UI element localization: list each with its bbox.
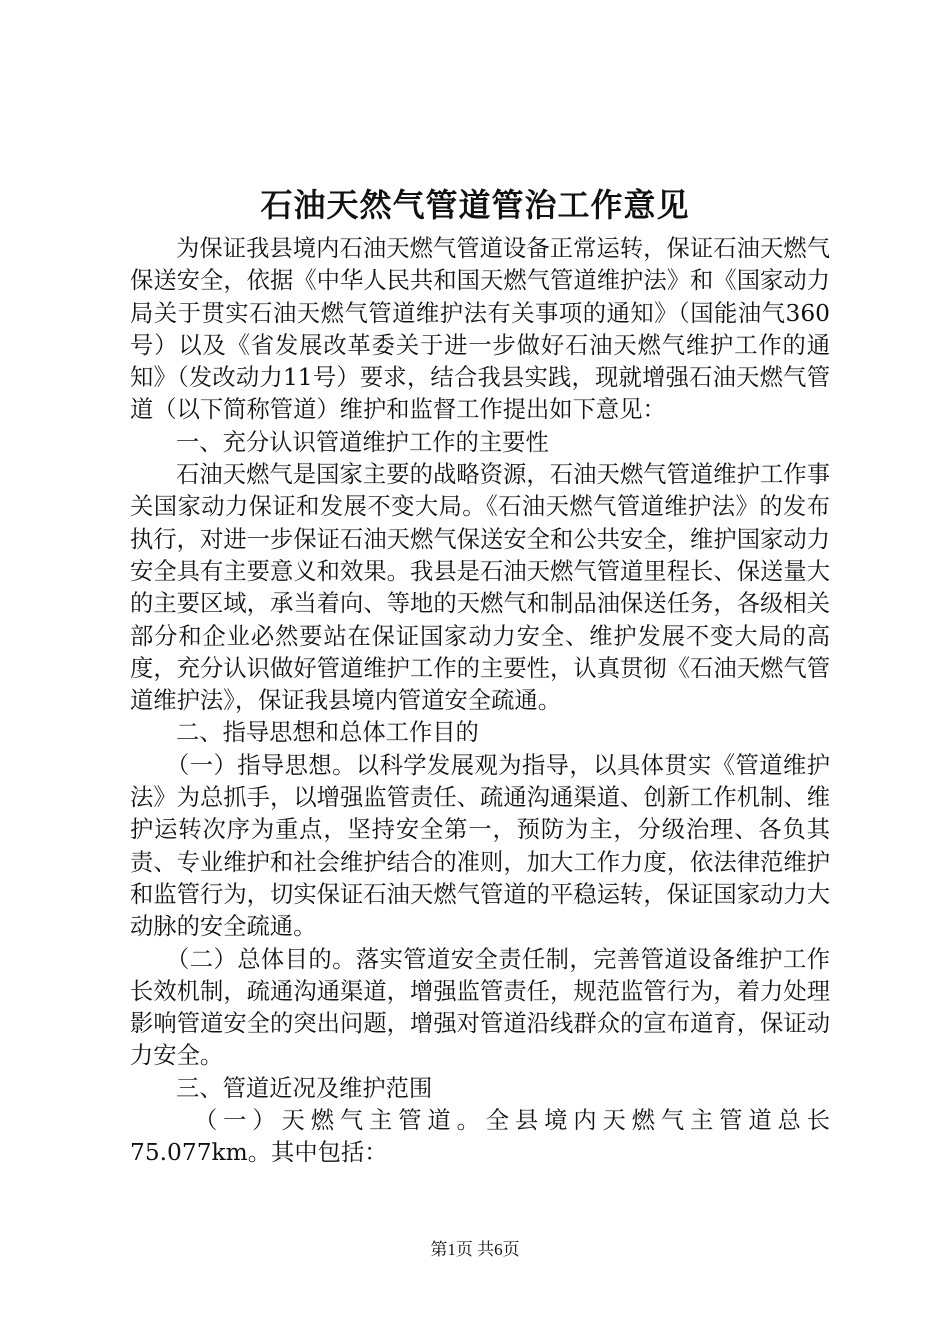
section-2-item-2: （二）总体目的。落实管道安全责任制，完善管道设备维护工作长效机制，疏通沟通渠道，增强监管责任，规范监管行为，着力处理影响管道安全的突出问题，增强对管道沿线群众的宣布道育，保证动力安全。 — [130, 945, 830, 1070]
section-1-paragraph: 石油天燃气是国家主要的战略资源，石油天燃气管道维护工作事关国家动力保证和发展不变大局。《石油天燃气管道维护法》的发布执行，对进一步保证石油天燃气保送安全和公共安全，维护国家动力安全具有主要意义和效果。我县是石油天燃气管道里程长、保送量大的主要区域，承当着向、等地的天燃气和制品油保送任务，各级相关部分和企业必然要站在保证国家动力安全、维护发展不变大局的高度，充分认识做好管道维护工作的主要性，认真贯彻《石油天燃气管道维护法》，保证我县境内管道安全疏通。 — [130, 461, 830, 715]
intro-paragraph: 为保证我县境内石油天燃气管道设备正常运转，保证石油天燃气保送安全，依据《中华人民共和国天燃气管道维护法》和《国家动力局关于贯实石油天燃气管道维护法有关事项的通知》（国能油气360号）以及《省发展改革委关于进一步做好石油天燃气维护工作的通知》（发改动力11号）要求，结合我县实践，现就增强石油天燃气管道（以下简称管道）维护和监督工作提出如下意见： — [130, 235, 830, 424]
section-heading-3: 三、管道近况及维护范围 — [176, 1074, 433, 1102]
section-heading-1: 一、充分认识管道维护工作的主要性 — [176, 428, 549, 456]
section-3-item-1: （一）天燃气主管道。全县境内天燃气主管道总长75.077km。其中包括： — [130, 1107, 830, 1167]
page-footer: 第1页 共6页 — [430, 1240, 520, 1259]
section-heading-2: 二、指导思想和总体工作目的 — [176, 719, 479, 747]
section-2-item-1: （一）指导思想。以科学发展观为指导，以具体贯实《管道维护法》为总抓手，以增强监管责任、疏通沟通渠道、创新工作机制、维护运转次序为重点，坚持安全第一，预防为主，分级治理、各负其责、专业维护和社会维护结合的准则，加大工作力度，依法律范维护和监管行为，切实保证石油天燃气管道的平稳运转，保证国家动力大动脉的安全疏通。 — [130, 751, 830, 941]
document-title: 石油天然气管道管治工作意见 — [260, 186, 690, 224]
document-body — [130, 233, 830, 1170]
